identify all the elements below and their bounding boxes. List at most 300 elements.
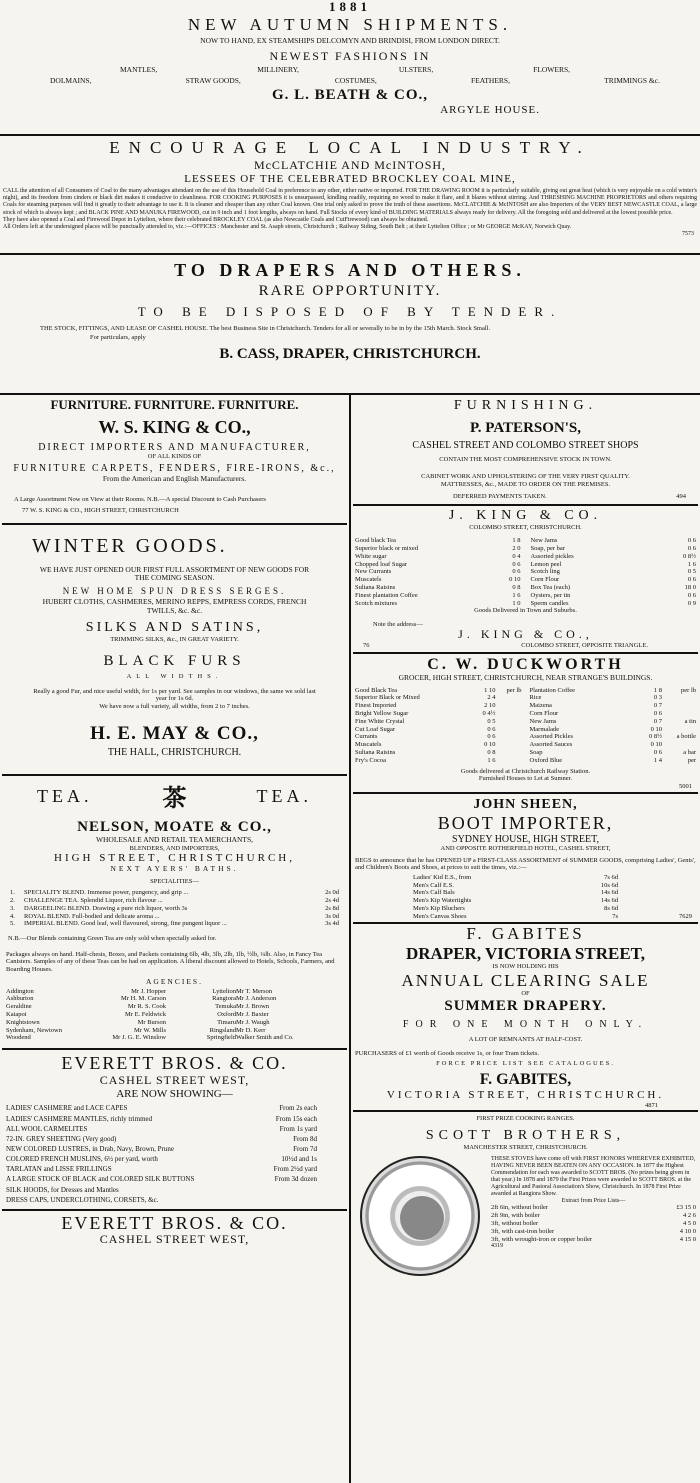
jking-row (355, 561, 521, 569)
duck-row-cell (496, 694, 522, 702)
jking-row-cell: Finest plantation Coffee (355, 591, 418, 599)
association-seal-icon (360, 1156, 480, 1276)
item: MILLINERY, (257, 64, 299, 74)
jking-st: COLOMBO STREET, CHRISTCHURCH. (469, 523, 582, 531)
beath-sub: NOW TO HAND, EX STEAMSHIPS DELCOMYN AND BRINDISI, FROM LONDON DIRECT. (200, 35, 500, 45)
sheen-row-cell: 7s (612, 912, 618, 920)
scott-head: SCOTT BROTHERS, (425, 1127, 626, 1143)
duck-row-cell (496, 741, 522, 749)
wsking-line5: 77 W. S. KING & CO., HIGH STREET, CHRISTCHURCH (22, 507, 179, 515)
agent-row (6, 1003, 343, 1011)
scott-row-cell: 4 2 6 (683, 1212, 696, 1220)
jking-row-cell: Assorted pickles (530, 552, 574, 560)
duck-num: 5001 (679, 782, 692, 790)
scott-row-cell: 2ft 9in, with boiler (491, 1212, 540, 1220)
tea-row (10, 905, 339, 913)
gab-p: PURCHASERS of £1 worth of Goods receive 1s, or four Tram tickets. (355, 1049, 539, 1057)
jking-row-cell: Soap, per bar (530, 545, 565, 553)
cass-firm: B. CASS, DRAPER, CHRISTCHURCH. (219, 345, 481, 362)
agent-row-cell: Addington (6, 987, 34, 995)
gab-summ: SUMMER DRAPERY. (444, 997, 607, 1014)
everett-row-cell: From 15s each (275, 1114, 317, 1123)
duck-row-cell: 0 6 (487, 733, 496, 741)
gab-price: FORCE PRICE LIST SEE CATALOGUES. (436, 1060, 615, 1068)
sheen-row-cell: 10s 6d (600, 881, 618, 889)
scott-num: 4319 (491, 1243, 503, 1250)
cass-body: THE STOCK, FITTINGS, AND LEASE OF CASHEL HOUSE. The best Business Site in Christchurch. Tenders for all or severally to be in by the 15th March. Stock Small. (40, 324, 491, 332)
everett-row-cell (247, 1185, 317, 1195)
everett-row (6, 1185, 317, 1195)
everett-show: ARE NOW SHOWING— (116, 1087, 233, 1100)
duck-row-cell: a bottle (676, 733, 696, 741)
jking-row-cell: 0 5 (687, 568, 696, 576)
scott-row-cell: 4 15 0 (679, 1235, 696, 1243)
jking-del: Goods Delivered in Town and Suburbs. (474, 607, 577, 615)
duck-row-cell: Finest Imported (355, 702, 397, 710)
jking-row (355, 584, 521, 592)
sheen-row (413, 882, 618, 890)
scott-advert (353, 1115, 698, 1276)
may-p5: We have now a full variety, all widths, from 2 to 7 inches. (99, 702, 250, 710)
scott-row-cell: £3 15 0 (676, 1204, 696, 1212)
everett-row-cell: DRESS CAPS, UNDERCLOTHING, CORSETS, &c. (6, 1195, 159, 1204)
agent-row (6, 1027, 343, 1035)
agent-row-cell: Geraldine (6, 1003, 32, 1011)
jking-head: J. KING & CO. (448, 507, 603, 523)
everett-row-cell: A LARGE STOCK OF BLACK and COLORED SILK BUTTONS (6, 1175, 195, 1184)
jking-table (353, 531, 698, 607)
agent-row-cell: Kaiapoi (6, 1011, 27, 1019)
duckworth-advert (353, 656, 698, 790)
may-advert (2, 525, 347, 759)
tea-row-cell: 3s 4d (325, 920, 339, 928)
agent-row-cell: Woodend (6, 1034, 31, 1042)
jking-num: 76 (363, 642, 370, 650)
jking-row-cell: 1 6 (687, 560, 696, 568)
divider (353, 1110, 698, 1112)
gab-firm: F. GABITES, (479, 1070, 572, 1088)
duck-row (530, 733, 697, 741)
paterson-c: CONTAIN THE MOST COMPREHENSIVE STOCK IN TOWN. (439, 455, 612, 463)
jking-row-cell: 0 10 (509, 576, 521, 584)
cass-advert (0, 260, 700, 363)
nelson-agents: AGENCIES. (146, 977, 203, 987)
duck-row (530, 710, 697, 718)
gabites-advert (353, 924, 698, 1109)
scott-prize: FIRST PRIZE COOKING RANGES. (476, 1115, 575, 1123)
jking-row-cell: 0 8 (512, 584, 521, 592)
beath-house: ARGYLE HOUSE. (440, 104, 540, 117)
agent-row (6, 1034, 343, 1042)
sheen-row-cell: 14s 6d (600, 897, 618, 905)
everett-row-cell: COLORED FRENCH MUSLINS, 6½ per yard, worth (6, 1155, 158, 1164)
duck-row (355, 687, 522, 695)
beath-items-row2 (0, 75, 700, 86)
wsking-line1b: OF ALL KINDS OF (147, 453, 202, 461)
duck-row-cell: 0 10 (650, 725, 662, 733)
agent-row-cell: Mr J. Anderson (236, 995, 277, 1003)
everett-row-cell: From 3d dozen (274, 1175, 317, 1184)
seal-wrap (355, 1156, 485, 1276)
scott-st: MANCHESTER STREET, CHRISTCHURCH. (463, 1143, 588, 1151)
sheen-row (413, 897, 618, 905)
duck-row-cell: 2 4 (487, 694, 496, 702)
jking-row-cell: Sultana Raisins (355, 584, 396, 592)
agent-row-cell: Temuka (215, 1003, 236, 1011)
nelson-packages: Packages always on hand. Half-chests, Boxes, and Packets containing 6lb, 4lb, 3lb, 2lb, 1lb, ½lb, ¼lb. Also, in Fancy Tea Canisters. Samples of any of these Teas can be had on application. A liberal discount allowed to Hotels, Schools, Farmers, and Boarding Houses. (6, 950, 335, 973)
everett-row-cell: From 1s yard (279, 1124, 317, 1133)
everett-row-cell: LADIES' CASHMERE MANTLES, richly trimmed (6, 1114, 153, 1123)
sheen-l2: AND OPPOSITE ROTHERFIELD HOTEL, CASHEL STREET, (440, 845, 611, 853)
jking-row (531, 553, 697, 561)
duck-row-cell: Fine White Crystal (355, 717, 405, 725)
duck-row (530, 726, 697, 734)
duck-row (530, 687, 697, 695)
jking-row (355, 592, 521, 600)
duck-row (355, 733, 522, 741)
wsking-line1: DIRECT IMPORTERS AND MANUFACTURER, (38, 441, 311, 453)
duck-row-cell: Rice (529, 694, 542, 702)
duck-row-cell: per lb (681, 686, 696, 694)
jking-row (531, 537, 697, 545)
scott-list (491, 1204, 696, 1243)
jking-row (355, 600, 521, 608)
duck-row-cell: 0 7 (653, 702, 662, 710)
duck-row-cell: Sultana Raisins (355, 749, 396, 757)
tea-row-cell: 2. (10, 897, 15, 904)
paterson-advert (353, 398, 698, 501)
duck-row-cell (496, 733, 522, 741)
jking-row-cell: 1 0 (512, 599, 521, 607)
sheen-row-cell: Men's Canvas Shoes (413, 912, 467, 920)
wsking-firm: W. S. KING & CO., (98, 416, 251, 437)
paterson-l3-row (353, 488, 698, 500)
tea-row-cell: 2s 0d (325, 889, 339, 897)
wsking-line3: From the American and English Manufacturers. (102, 474, 247, 484)
beath-title: NEW AUTUMN SHIPMENTS. (187, 15, 513, 34)
agent-row-cell: Timaru (217, 1018, 236, 1026)
duck-row (530, 694, 697, 702)
gab-lot: A LOT OF REMNANTS AT HALF-COST. (468, 1036, 583, 1044)
gab-st: VICTORIA STREET, CHRISTCHURCH. (386, 1089, 665, 1102)
duck-row (355, 757, 522, 765)
everett-advert (2, 1053, 347, 1247)
duck-left-list (355, 687, 522, 765)
duck-right-list (530, 687, 697, 765)
divider (353, 504, 698, 506)
gab-hold: IS NOW HOLDING HIS (492, 963, 559, 971)
jking-row (355, 568, 521, 576)
jking-row (531, 584, 697, 592)
jking-row-cell: 1 8 (512, 537, 521, 545)
jking-row (531, 592, 697, 600)
scott-row (491, 1228, 696, 1236)
duck-row-cell: Corn Flour (529, 710, 559, 718)
everett-row (6, 1164, 317, 1174)
may-p3: HUBERT CLOTHS, CASHMERES, MERINO REPPS, EMPRESS CORDS, FRENCH TWILLS, &c. &c. (42, 597, 307, 615)
everett-list (2, 1100, 347, 1204)
gab-drap: DRAPER, VICTORIA STREET, (405, 943, 645, 963)
tea-row-cell: CHALLENGE TEA. Splendid Liquor, rich flavour ... (24, 897, 163, 904)
duck-head: C. W. DUCKWORTH (427, 655, 624, 673)
item: COSTUMES, (334, 75, 377, 85)
jking-row-cell: 0 8½ (683, 552, 696, 560)
tea-list (2, 885, 347, 928)
year: 1881 (329, 0, 371, 14)
jking-row-cell: 0 6 (512, 560, 521, 568)
duck-d2: Furnished Houses to Let at Sumner. (478, 775, 573, 783)
duck-row-cell: Fry's Cocoa (355, 756, 386, 764)
nelson-l4: NEXT AYERS' BATHS. (110, 864, 239, 874)
coal-body: CALL the attention of all Consumers of Coal to the many advantages attendant on the use of this Household Coal in preference to any other, either native or imported. FOR THE DRAWING ROOM it is particularly suitable, giving out great heat (which is very enjoyable on a cold winter's night), and its freedom from cinders or black dirt makes it conducive to cleanliness. FOR COOKING PURPOSES it is unsurpassed, kindling readily, requiring no wood to make it flare, and it blazes without stirring. And THRESHING MACHINE PROPRIETORS and others requiring Coals for steaming purposes will find it greatly to their advantage to use it. It is cleaner and cheaper than any other Coal known. One trial only asked to prove the truth of these assertions. McCLATCHIE & McINTOSH are also Importers of the VERY BEST NEWCASTLE COAL, a large stock of which is always kept ; and BLACK PINE AND MANUKA FIREWOOD, cut in 9 inch and 1 foot lengths, always on hand. Full Stocks of every kind of BUILDING MATERIALS always ready for delivery. All the foregoing sold and delivered at the lowest possible price. (3, 187, 697, 216)
beath-firm: G. L. BEATH & CO., (271, 87, 429, 104)
everett-row (6, 1134, 317, 1144)
duck-row-cell (662, 710, 696, 718)
scott-row (491, 1236, 696, 1244)
item: MANTLES, (120, 64, 158, 74)
jking-addr-row (353, 642, 698, 649)
duck-row-cell: 0 6 (653, 710, 662, 718)
duck-row-cell: 0 4½ (482, 710, 496, 718)
jking-row-cell: 2 0 (512, 545, 521, 553)
agent-row-cell: Mr Burson (137, 1018, 166, 1026)
everett-head: EVERETT BROS. & CO. (61, 1053, 288, 1074)
jking-row-cell: New Jams (530, 537, 558, 545)
duck-row (530, 757, 697, 765)
scott-row (491, 1212, 696, 1220)
duck-row-cell: a bar (683, 749, 696, 757)
scott-row-cell: 3ft, without boiler (491, 1220, 539, 1228)
coal-body-2: They have also opened a Coal and Firewood Depot in Lyttelton, where their celebrated BROCKLEY COAL (as also Newcastle Coals and CutFirewood) can always be obtained. (3, 216, 429, 223)
jking-row (531, 600, 697, 608)
jking-row-cell: Good black Tea (355, 537, 396, 545)
gab-of: OF (521, 990, 530, 998)
duck-sub: GROCER, HIGH STREET, CHRISTCHURCH, NEAR STRANGE'S BUILDINGS. (398, 673, 653, 683)
duck-row-cell: New Jams (529, 717, 557, 725)
tea-row-cell: IMPERIAL BLEND. Good leaf, well flavoured, strong, fine pungent liquor ... (24, 920, 227, 928)
scott-ex: Extract from Price Lists— (561, 1197, 626, 1204)
everett-row (6, 1124, 317, 1134)
jking-row (531, 561, 697, 569)
duck-row-cell: per lb (506, 686, 522, 694)
tea-row (10, 889, 339, 897)
beath-advert (0, 0, 700, 117)
jking-row-cell: Lemon peel (530, 560, 562, 568)
paterson-l2: MATTRESSES, &c., MADE TO ORDER ON THE PREMISES. (440, 480, 611, 488)
sheen-p: BEGS to announce that he has OPENED UP a FIRST-CLASS ASSORTMENT of SUMMER GOODS, comprising Ladies', Gents', and Children's Boots and Shoes, at prices to suit the times, viz.:— (355, 856, 696, 872)
jking-row-cell: 0 4 (512, 552, 521, 560)
jking-row-cell: Superior black or mixed (355, 545, 418, 553)
tea-head-left: TEA. (37, 785, 93, 806)
may-trim: TRIMMING SILKS, &c., IN GREAT VARIETY. (110, 635, 239, 643)
jking-row-cell: Oysters, per tin (530, 591, 571, 599)
jking-row-cell: New Currants (355, 568, 392, 576)
duck-row-cell (496, 702, 522, 710)
tea-row-cell: DARGEELING BLEND. Drawing a pure rich liquor, worth 3s (24, 904, 188, 912)
agent-row-cell: Mr H. M. Carson (121, 995, 166, 1003)
agent-row-cell: Ashburton (6, 995, 34, 1003)
item: FLOWERS, (533, 64, 570, 74)
everett-row-cell: From 2s each (279, 1104, 317, 1113)
tea-row-cell: 3s 0d (325, 912, 339, 920)
gab-head: F. GABITES (466, 923, 585, 943)
scott-row-cell: 3ft, with cast-iron boiler (491, 1227, 555, 1235)
duck-row-cell: 0 8 (487, 749, 496, 757)
scott-row-cell: 4 10 0 (679, 1227, 696, 1235)
everett-row (6, 1195, 317, 1205)
duck-row-cell: Assorted Pickles (529, 733, 574, 741)
coal-advert (0, 138, 700, 237)
coal-body-3: All Orders left at the undersigned places will be punctually attended to, viz.:—OFFICES : Manchester and St. Asaph streets, Christchurch ; Railway Siding, South Belt ; at their Lyttelton Office ; or Mr GEORGE McKAY, Norwich Quay. (3, 223, 572, 230)
scott-row-cell: 4 5 0 (683, 1220, 696, 1228)
agent-row-cell: Mr T. Merson (236, 987, 273, 995)
agent-row (6, 995, 343, 1003)
duck-row-cell: 2 10 (484, 702, 496, 710)
everett-row-cell: SILK HOODS, for Dresses and Mantles (6, 1185, 119, 1194)
everett-row-cell: TARLATAN and LISSE FRILLINGS (6, 1165, 112, 1174)
paterson-l3: DEFERRED PAYMENTS TAKEN. (453, 493, 547, 501)
wsking-head: FURNITURE. FURNITURE. FURNITURE. (50, 398, 299, 412)
jking-firm: J. KING & CO., (458, 627, 593, 642)
jking-note: Note the address— (373, 620, 423, 628)
coal-title: ENCOURAGE LOCAL INDUSTRY. (109, 138, 591, 157)
everett-st: CASHEL STREET WEST, (99, 1072, 250, 1087)
jking-left-list (355, 537, 521, 607)
jking-row-cell: Corn Flour (530, 576, 560, 584)
nelson-l2: BLENDERS, AND IMPORTERS, (129, 845, 220, 852)
tea-glyph-icon: 茶 (162, 785, 187, 812)
wsking-line2: FURNITURE CARPETS, FENDERS, FIRE-IRONS, &c., (13, 462, 336, 474)
divider (2, 1209, 347, 1211)
jking-row-cell: 0 6 (687, 545, 696, 553)
sheen-row (413, 889, 618, 897)
duck-row-cell (662, 741, 696, 749)
duck-row-cell: 0 6 (487, 725, 496, 733)
cass-rare: RARE OPPORTUNITY. (258, 282, 442, 299)
everett-row-cell: From 8d (293, 1134, 317, 1143)
tea-row-cell: SPECIALITY BLEND. Immense power, pungency, and grip ... (24, 889, 189, 897)
tea-row-cell: 4. (10, 912, 15, 920)
sheen-row-cell: 7s 6d (604, 873, 618, 881)
everett-row-cell: From 2½d yard (273, 1165, 317, 1174)
sheen-num: 7629 (679, 912, 692, 920)
everett-st-2: CASHEL STREET WEST, (99, 1232, 250, 1247)
jking-row (355, 545, 521, 553)
item: DOLMAINS, (50, 75, 92, 85)
tea-row-cell: ROYAL BLEND. Full-bodied and delicate aroma ... (24, 912, 160, 920)
nelson-spec: SPECIALITIES— (150, 877, 199, 885)
agents-list (2, 987, 347, 1043)
duck-row-cell: 1 6 (487, 756, 496, 764)
jking-advert (353, 508, 698, 650)
jking-row-cell: 0 9 (687, 599, 696, 607)
tea-row-cell: 1. (10, 889, 15, 897)
scott-body (353, 1151, 698, 1276)
sheen-row-cell: Men's Calf E.S. (413, 881, 454, 889)
scott-text (491, 1156, 696, 1276)
agent-row-cell: Mr J. Waugh (236, 1018, 270, 1026)
sheen-row-cell: Ladies' Kid E.S., from (413, 873, 472, 881)
wsking-line4: A Large Assortment Now on View at their Rooms. N.B.—A special Discount to Cash Purchasers (14, 495, 266, 503)
duck-row-cell: 0 6 (653, 749, 662, 757)
gab-month: FOR ONE MONTH ONLY. (402, 1018, 649, 1030)
may-p4: Really a good Fur, and nice useful width, for 1s per yard. See samples in our windows, the same we sold last year for 1s 6d. (33, 687, 316, 703)
jking-row (355, 537, 521, 545)
duck-row-cell (496, 749, 522, 757)
sheen-row-cell: Men's Calf Bals (413, 889, 455, 897)
sheen-row-cell: 14s 6d (600, 889, 618, 897)
duck-row-cell: Bright Yellow Sugar (355, 710, 409, 718)
jking-row (531, 568, 697, 576)
divider (2, 1048, 347, 1050)
agent-row (6, 1019, 343, 1027)
duck-row-cell: 1 10 (484, 686, 496, 694)
nelson-l1: WHOLESALE AND RETAIL TEA MERCHANTS, (95, 835, 254, 845)
sheen-boot: BOOT IMPORTER, (437, 813, 614, 834)
tea-row-cell: 2s 8d (325, 904, 339, 912)
everett-row (6, 1154, 317, 1164)
duck-row (355, 726, 522, 734)
agent-row-cell: Oxford (217, 1011, 236, 1019)
coal-firm: McCLATCHIE AND McINTOSH, (253, 157, 447, 172)
sheen-row (413, 905, 618, 913)
paterson-firm: P. PATERSON'S, (470, 420, 581, 437)
jking-row-cell: Scotch ling (530, 568, 560, 576)
duck-table (353, 683, 698, 765)
jking-row-cell: Muscatels (355, 576, 382, 584)
agent-row-cell: Mr W. Mills (134, 1026, 166, 1034)
duck-row-cell: a tin (684, 717, 696, 725)
everett-row (6, 1103, 317, 1113)
duck-row-cell: Currants (355, 733, 378, 741)
cass-title: TO DRAPERS AND OTHERS. (174, 260, 526, 280)
may-widths: ALL WIDTHS. (126, 673, 223, 681)
duck-d1: Goods delivered at Christchurch Railway Station. (460, 767, 591, 775)
duck-row (355, 710, 522, 718)
sheen-row (413, 913, 618, 921)
tea-row (10, 913, 339, 921)
everett-row-cell: From 7d (293, 1144, 317, 1153)
everett-row (6, 1114, 317, 1124)
everett-row-cell: LADIES' CASHMERE and LACE CAPES (6, 1104, 128, 1113)
duck-row (355, 741, 522, 749)
duck-row (530, 702, 697, 710)
agent-row-cell: Ringsland (209, 1026, 236, 1034)
agent-row-cell: Mr E. Feldwick (125, 1011, 166, 1019)
duck-row-cell (662, 726, 696, 734)
right-column (353, 398, 698, 1483)
may-head: WINTER GOODS. (32, 534, 228, 557)
jking-row (355, 553, 521, 561)
may-silks: SILKS AND SATINS, (85, 619, 264, 635)
sheen-head: JOHN SHEEN, (473, 797, 578, 813)
sheen-row (413, 874, 618, 882)
jking-row-cell: 18 0 (684, 584, 696, 592)
duck-row-cell: Cut Loaf Sugar (355, 725, 396, 733)
duck-row-cell: 0 7 (653, 717, 662, 725)
divider (353, 792, 698, 794)
duck-row-cell: Plantation Coffee (529, 686, 576, 694)
everett-row (6, 1174, 317, 1184)
agent-row-cell: Springfield (206, 1034, 236, 1042)
nelson-firm: NELSON, MOATE & CO., (77, 819, 272, 836)
scott-p: THESE STOVES have come off with FIRST HONORS WHEREVER EXHIBITED, HAVING NEVER BEEN BEATEN ON ANY OCCASION. In 1877 the Highest Commendation for each was awarded to SCOTT BROS. (No prizes being given in that year.) In 1878 and 1879 the First Prizes were awarded to SCOTT BROS. at the Agricultural and Pastoral Association's Show, Christchurch. In 1878 First Prize awarded at Rangiora Show. (491, 1156, 696, 1197)
sheen-advert (353, 797, 698, 920)
duck-row-cell: 0 10 (650, 741, 662, 749)
divider (0, 134, 700, 136)
divider (353, 652, 698, 654)
jking-addr: COLOMBO STREET, OPPOSITE TRIANGLE. (521, 642, 648, 650)
